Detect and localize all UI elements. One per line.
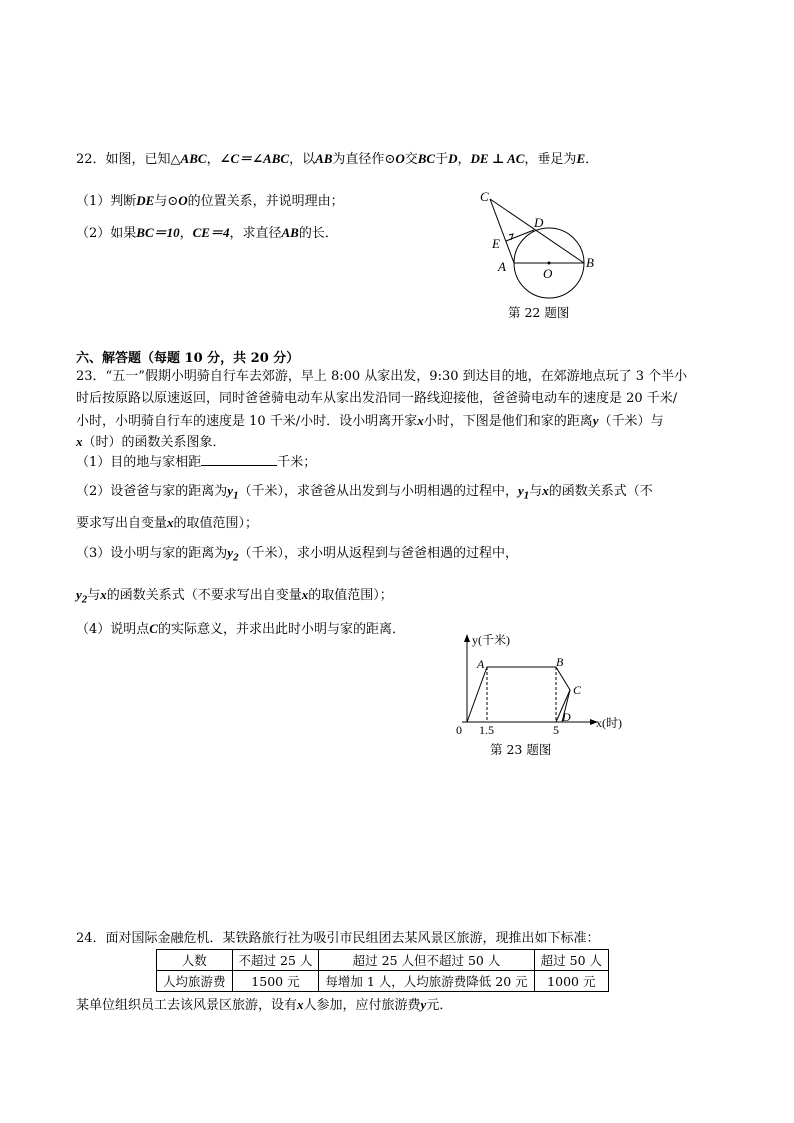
q22-text: ，垂足为: [524, 152, 577, 167]
q23-p3-text: 的函数关系式（不要求写出自变量: [106, 588, 302, 603]
x-axis-label: x(时): [596, 716, 622, 730]
label-a: A: [477, 657, 485, 671]
label-d: D: [562, 710, 571, 724]
y-axis-arrow: [464, 634, 470, 642]
segment-de: [506, 230, 534, 241]
q22-text: ，以: [289, 152, 316, 167]
q22-o: O: [395, 151, 405, 166]
label-e: E: [492, 236, 500, 251]
q22-perp-condition: DE ⊥ AC: [470, 151, 525, 166]
q23-text: （千米）与: [598, 414, 664, 429]
label-o: O: [543, 266, 553, 281]
var-x: x: [542, 483, 549, 498]
origin-label: 0: [456, 723, 462, 737]
q24-stem: 24．面对国际金融危机．某铁路旅行社为吸引市民组团去某风景区旅游，现推出如下标准：: [76, 931, 600, 946]
q23-line1: 23．“五一”假期小明骑自行车去郊游，早上 8:00 从家出发，9:30 到达目的地，在郊游地点玩了 3 个半小: [76, 369, 688, 384]
q23-part1: [76, 453, 316, 472]
q22-part1: [76, 192, 344, 211]
y-axis-label: y(千米): [472, 633, 510, 647]
var-y1: y: [227, 483, 234, 498]
q23-p4-text: （4）说明点: [76, 622, 150, 637]
q22-p1-text: （1）判断: [76, 194, 137, 209]
label-a: A: [498, 259, 506, 274]
label-c: C: [573, 683, 582, 697]
table-cell: 超过 25 人但不超过 50 人: [319, 950, 534, 971]
subscript: 1: [233, 489, 239, 502]
xiaoming-graph: [467, 667, 570, 722]
table-cell: 不超过 25 人: [232, 950, 319, 971]
var-x: x: [167, 515, 174, 530]
q22-text: 22．如图，已知△: [76, 152, 181, 167]
q23-part2-cont: [76, 514, 258, 533]
q23-p2-text: 要求写出自变量: [76, 516, 168, 531]
q22-p2-ab: AB: [281, 225, 299, 240]
circle-symbol: ⊙: [384, 152, 396, 167]
q22-p2-bc: BC＝10: [136, 225, 180, 240]
q22-p1-de: DE: [136, 193, 155, 208]
table-cell: 人数: [157, 950, 233, 971]
q22-text: 于: [435, 152, 449, 167]
q22-e: E: [576, 151, 586, 166]
var-x: x: [297, 997, 304, 1012]
point-c: C: [149, 621, 158, 636]
q23-p2-text: 的取值范围）；: [173, 516, 259, 531]
var-x: x: [301, 587, 309, 602]
q22-p1-text: 的位置关系，并说明理由；: [187, 194, 344, 209]
q22-triangle: ABC: [180, 151, 207, 166]
q22-p2-text: ，: [179, 226, 193, 241]
q23-part3: [76, 544, 518, 567]
q23-part2: [76, 482, 653, 505]
q22-p1-o: O: [178, 193, 188, 208]
var-x: x: [417, 413, 424, 428]
section-6-heading: 六、解答题（每题 10 分，共 20 分）: [76, 351, 300, 366]
table-cell: 超过 50 人: [534, 950, 608, 971]
q23-p4-text: 的实际意义，并求出此时小明与家的距离．: [157, 622, 405, 637]
q23-p3-text: 与: [87, 588, 101, 603]
q22-p1-text: 与: [154, 194, 168, 209]
q22-p2-ce: CE＝4: [192, 225, 230, 240]
label-d: D: [534, 215, 544, 230]
q23-line4: [76, 433, 226, 452]
label-b: B: [586, 255, 594, 270]
figure-23-caption: 第 23 题图: [490, 742, 552, 757]
q23-p1-text: （1）目的地与家相距: [76, 455, 202, 470]
q23-p3-text: （千米），求小明从返程到与爸爸相遇的过程中，: [238, 546, 518, 561]
q22-p2-text: 的长．: [298, 226, 338, 241]
q24-text: 元．: [426, 998, 453, 1013]
var-y: y: [592, 413, 599, 428]
q23-p1-text: 千米；: [277, 455, 317, 470]
q22-ab: AB: [315, 151, 333, 166]
q23-p2-text: 的函数关系式（不: [548, 484, 653, 499]
table-row: [157, 950, 609, 971]
q23-line3: [76, 412, 664, 431]
q23-text: （时）的函数关系图象．: [82, 435, 226, 450]
q22-part2: [76, 224, 338, 243]
table-cell: 1500 元: [232, 971, 319, 992]
q23-p2-text: 与: [529, 484, 543, 499]
q23-part4: [76, 620, 405, 639]
subscript: 2: [233, 551, 239, 564]
q22-stem: [76, 150, 598, 169]
q23-p3-text: （3）设小明与家的距离为: [76, 546, 228, 561]
circle-symbol: ⊙: [167, 194, 179, 209]
q24-after-table: [76, 996, 452, 1015]
segment-cb: [490, 199, 584, 263]
q22-bc: BC: [417, 151, 436, 166]
q23-text: 小时，小明骑自行车的速度是 10 千米/小时．设小明离开家: [76, 414, 418, 429]
fee-table: [156, 949, 609, 992]
label-c: C: [480, 189, 489, 204]
tick-1-5: 1.5: [479, 723, 494, 737]
var-y1: y: [518, 483, 524, 498]
q22-angle-condition: ∠C＝∠ABC: [219, 151, 290, 166]
var-x: x: [100, 587, 107, 602]
q22-text: ．: [585, 152, 599, 167]
table-cell: 1000 元: [534, 971, 608, 992]
var-y2: y: [227, 545, 234, 560]
q22-p2-text: ，求直径: [229, 226, 282, 241]
label-b: B: [556, 655, 564, 669]
q24-text: 人参加，应付旅游费: [303, 998, 421, 1013]
var-y2: y: [76, 587, 82, 602]
q23-p3-text: 的取值范围）；: [308, 588, 393, 603]
figure-22-caption: 第 22 题图: [508, 305, 570, 320]
table-cell: 人均旅游费: [157, 971, 233, 992]
q22-text: ，: [206, 152, 220, 167]
q23-text: 小时，下图是他们和家的距离: [423, 414, 593, 429]
q23-p2-text: （千米），求爸爸从出发到与小明相遇的过程中，: [238, 484, 518, 499]
answer-blank[interactable]: [201, 453, 277, 466]
tick-5: 5: [553, 723, 559, 737]
subscript: 1: [523, 489, 530, 502]
q23-line2: 时后按原路以原速返回，同时爸爸骑电动车从家出发沿同一路线迎接他，爸爸骑电动车的速度是 20 千米/: [76, 391, 678, 406]
segment-ca: [490, 199, 514, 263]
q22-text: 交: [404, 152, 418, 167]
var-x: x: [76, 434, 83, 449]
figure-23: [450, 630, 640, 738]
q23-p2-text: （2）设爸爸与家的距离为: [76, 484, 228, 499]
q24-text: 某单位组织员工去该风景区旅游，设有: [76, 998, 298, 1013]
table-row: [157, 971, 609, 992]
var-y: y: [420, 997, 427, 1012]
table-cell: 每增加 1 人，人均旅游费降低 20 元: [319, 971, 534, 992]
q22-text: 为直径作: [332, 152, 385, 167]
center-point: [548, 262, 551, 265]
q22-p2-text: （2）如果: [76, 226, 137, 241]
q22-d: D: [448, 151, 458, 166]
subscript: 2: [81, 593, 88, 606]
q23-part3-cont: [76, 586, 393, 609]
q22-text: ，: [457, 152, 471, 167]
